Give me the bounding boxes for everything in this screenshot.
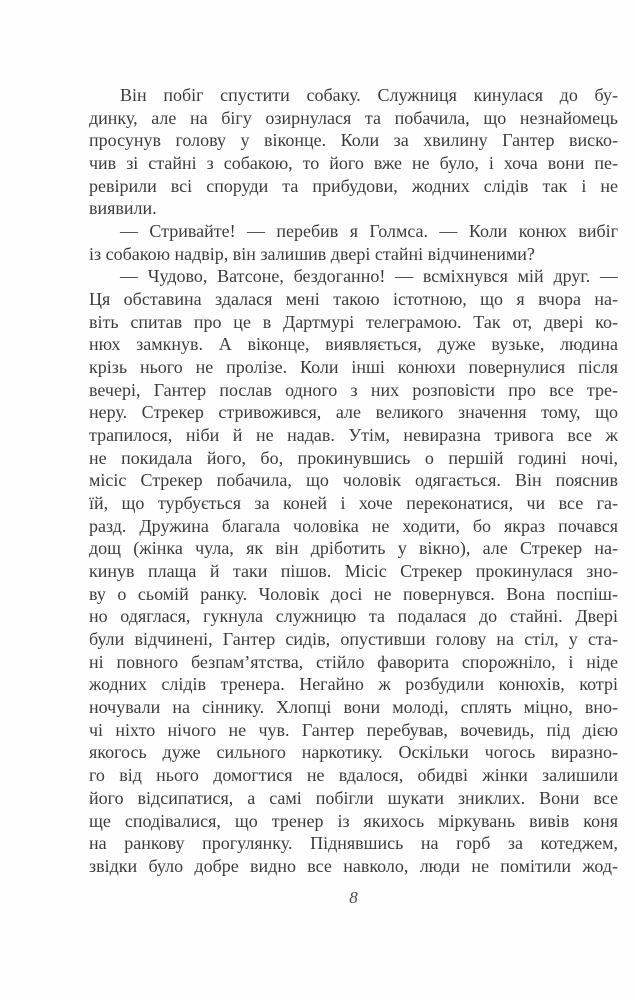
text-line: виявили. <box>89 198 157 219</box>
text-line: но одяглася, гукнула служницю та подалася до стайні. Двері <box>89 606 618 627</box>
text-line: трапилося, ніби й не надав. Утім, невиразна тривога все ж <box>89 425 618 446</box>
text-line: чив зі стайні з собакою, то його вже не було, і хоча вони пе- <box>89 153 618 174</box>
text-line: якогось дуже сильного наркотику. Оскільки чогось виразно- <box>89 742 618 763</box>
text-line: вечері, Гантер послав одного з них розповісти про все тре- <box>89 379 618 400</box>
text-line: динку, але на бігу озирнулася та побачила, що незнайомець <box>89 107 618 128</box>
text-line: місіс Стрекер побачила, що чоловік одягається. Він пояснив <box>89 470 618 491</box>
page-text <box>89 84 618 878</box>
text-line: неру. Стрекер стривожився, але великого значення тому, що <box>89 402 618 423</box>
text-line: із собакою надвір, він залишив двері стайні відчиненими? <box>89 243 535 264</box>
text-line: були відчинені, Гантер сидів, опустивши голову на стіл, у ста- <box>89 629 618 650</box>
text-line: просунув голову у віконце. Коли за хвилину Гантер виско- <box>89 130 618 151</box>
text-line: Він побіг спустити собаку. Служниця кинулася до бу- <box>120 85 618 105</box>
text-line: звідки було добре видно все навколо, люди не помітили жод- <box>89 855 618 876</box>
text-line: не покидала його, бо, прокинувшись о першій годині ночі, <box>89 447 618 468</box>
text-line: разд. Дружина благала чоловіка не ходити, бо якраз почався <box>89 515 618 536</box>
text-line: — Стривайте! — перебив я Голмса. — Коли конюх вибіг <box>120 221 618 242</box>
text-line: ревірили всі споруди та прибудови, жодних слідів так і не <box>89 175 618 196</box>
text-line: Ця обставина здалася мені такою істотною, що я вчора на- <box>89 289 618 310</box>
text-line: ні повного безпам’ятства, стійло фаворита спорожніло, і ніде <box>89 651 618 672</box>
text-line: на ранкову прогулянку. Піднявшись на горб за котеджем, <box>89 833 618 854</box>
text-line: нюх замкнув. А віконце, виявляється, дуже вузьке, людина <box>89 334 618 355</box>
text-line: ночували на сіннику. Хлопці вони молоді, сплять міцно, вно- <box>89 697 618 718</box>
text-line: — Чудово, Ватсоне, бездоганно! — всміхнувся мій друг. — <box>120 266 618 287</box>
text-line: віть спитав про це в Дартмурі телеграмою. Так от, двері ко- <box>89 311 618 332</box>
text-line: жодних слідів тренера. Негайно ж розбудили конюхів, котрі <box>89 674 618 695</box>
text-line: крізь нього не пролізе. Коли інші конюхи повернулися після <box>89 357 618 378</box>
text-line: його відсипатися, а самі побігли шукати зниклих. Вони все <box>89 787 618 808</box>
text-line: ву о сьомій ранку. Чоловік досі не повернувся. Вона поспіш- <box>89 583 618 604</box>
text-line: дощ (жінка чула, як він дріботить у вікно), але Стрекер на- <box>89 538 618 559</box>
page-number: 8 <box>349 888 358 907</box>
text-line: ще сподівалися, що тренер із якихось міркувань вивів коня <box>89 810 618 831</box>
text-line: го від нього домогтися не вдалося, обидві жінки залишили <box>89 765 618 786</box>
text-line: чі ніхто нічого не чув. Гантер перебував, вочевидь, під дією <box>89 719 618 740</box>
text-line: кинув плаща й таки пішов. Місіс Стрекер прокинулася зно- <box>89 561 618 582</box>
text-line: їй, що турбується за коней і хоче переконатися, чи все га- <box>89 493 618 514</box>
